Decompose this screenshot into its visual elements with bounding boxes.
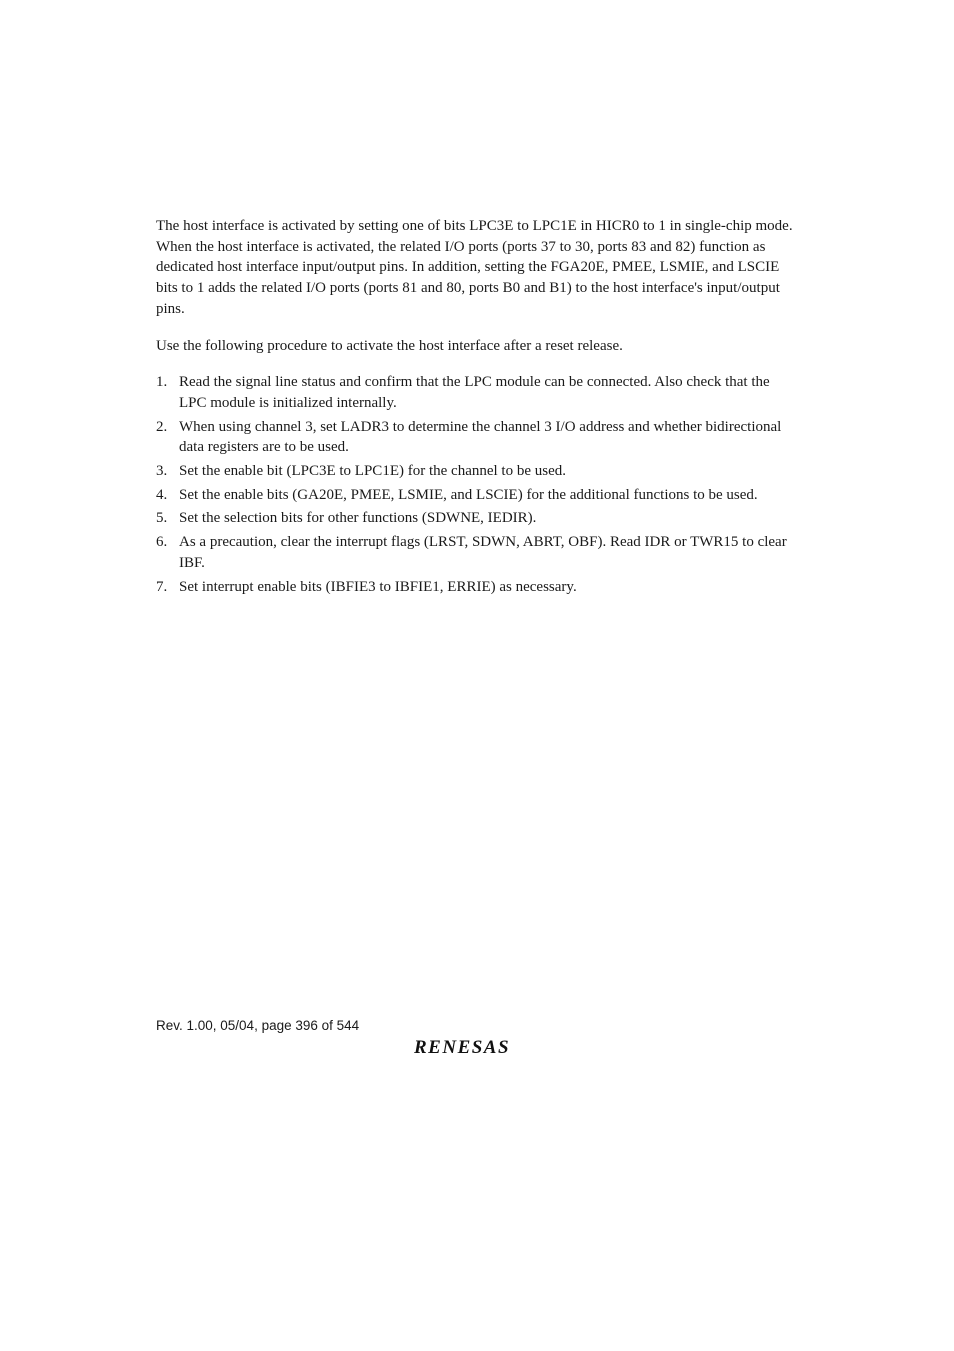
step-number: 3. [156, 463, 168, 480]
renesas-logo [412, 1034, 536, 1058]
step-text: Set the selection bits for other functions (SDWNE, IEDIR). [179, 510, 537, 527]
step-text: Set the enable bit (LPC3E to LPC1E) for the channel to be used. [179, 463, 566, 480]
step-text: Set the enable bits (GA20E, PMEE, LSMIE, and LSCIE) for the additional functions to be used. [179, 486, 758, 503]
page-footer-revision: Rev. 1.00, 05/04, page 396 of 544 [156, 1018, 360, 1033]
step-number: 1. [156, 374, 168, 391]
logo-wordmark: RENESAS [414, 1037, 511, 1058]
list-item [156, 461, 796, 482]
intro-paragraph: The host interface is activated by setting one of bits LPC3E to LPC1E in HICR0 to 1 in single-chip mode. When the host interface is activated, the related I/O ports (ports 37 to 30, ports 83 and 82) function as dedicated host interface input/output pins. In addition, setting the FGA20E, PMEE, LSMIE, and LSCIE bits to 1 adds the related I/O ports (ports 81 and 80, ports B0 and B1) to the host interface's input/output pins. [156, 218, 793, 317]
step-number: 4. [156, 486, 168, 503]
step-number: 6. [156, 534, 168, 551]
step-text: When using channel 3, set LADR3 to determine the channel 3 I/O address and whether bidirectional data registers are to be used. [179, 418, 782, 456]
procedure-steps [156, 372, 796, 597]
step-text: Read the signal line status and confirm that the LPC module can be connected. Also check that the LPC module is initialized internally. [179, 374, 770, 411]
list-item [156, 485, 796, 506]
list-item [156, 577, 796, 598]
step-number: 2. [156, 418, 168, 435]
list-item [156, 532, 796, 573]
list-item [156, 417, 796, 458]
procedure-intro: Use the following procedure to activate the host interface after a reset release. [156, 337, 623, 354]
document-body [156, 216, 796, 600]
step-text: Set interrupt enable bits (IBFIE3 to IBFIE1, ERRIE) as necessary. [179, 578, 577, 595]
step-number: 5. [156, 510, 168, 527]
list-item [156, 372, 796, 413]
list-item [156, 508, 796, 529]
step-number: 7. [156, 578, 168, 595]
step-text: As a precaution, clear the interrupt flags (LRST, SDWN, ABRT, OBF). Read IDR or TWR15 to clear IBF. [179, 534, 787, 571]
